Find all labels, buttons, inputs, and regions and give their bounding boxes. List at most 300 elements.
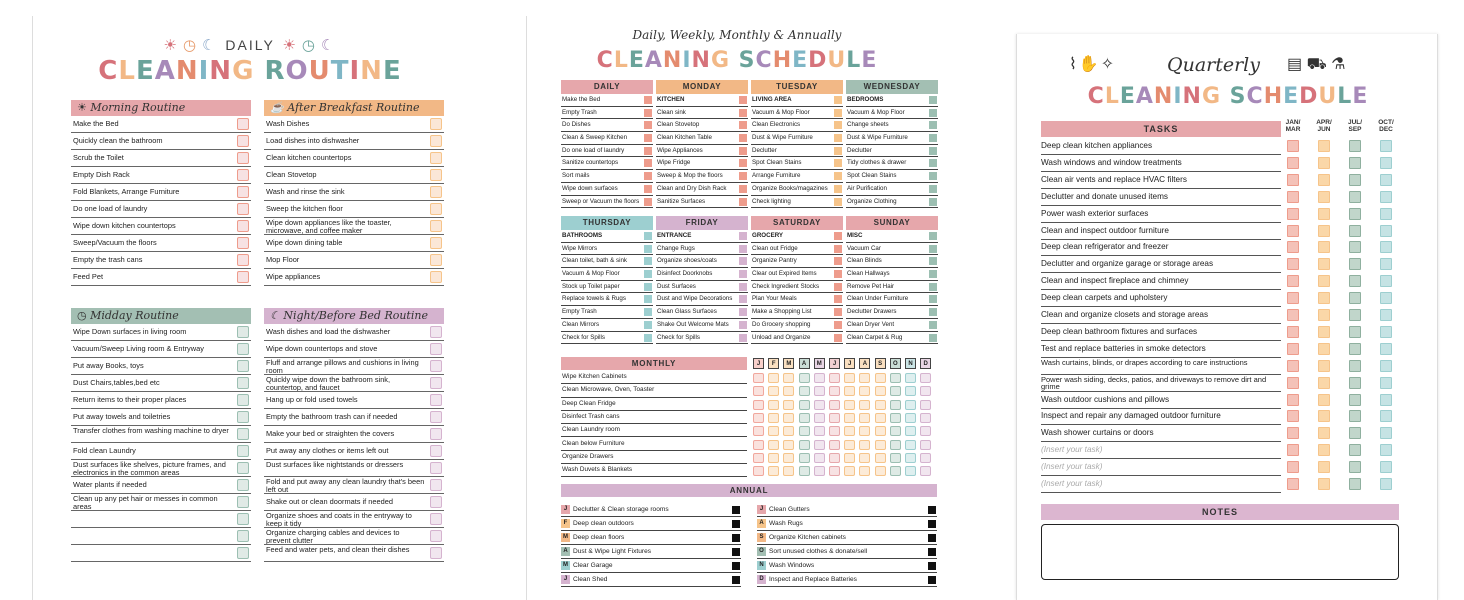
month-checkbox[interactable] <box>829 453 840 463</box>
month-checkbox[interactable] <box>783 426 794 436</box>
quarter-checkbox[interactable] <box>1349 191 1361 203</box>
checkbox[interactable] <box>929 334 937 342</box>
checkbox[interactable] <box>644 147 652 155</box>
month-checkbox[interactable] <box>829 386 840 396</box>
month-checkbox[interactable] <box>753 400 764 410</box>
month-checkbox[interactable] <box>799 440 810 450</box>
quarter-checkbox[interactable] <box>1318 140 1330 152</box>
quarter-checkbox[interactable] <box>1349 258 1361 270</box>
quarter-checkbox[interactable] <box>1318 427 1330 439</box>
month-checkbox[interactable] <box>890 440 901 450</box>
checkbox[interactable] <box>237 377 249 389</box>
quarter-checkbox[interactable] <box>1349 444 1361 456</box>
checkbox[interactable] <box>430 530 442 542</box>
checkbox[interactable] <box>929 257 937 265</box>
checkbox[interactable] <box>929 96 937 104</box>
month-checkbox[interactable] <box>799 426 810 436</box>
checkbox[interactable] <box>928 520 936 528</box>
quarter-checkbox[interactable] <box>1318 377 1330 389</box>
quarter-checkbox[interactable] <box>1287 275 1299 287</box>
month-checkbox[interactable] <box>859 426 870 436</box>
quarter-checkbox[interactable] <box>1349 174 1361 186</box>
month-checkbox[interactable] <box>829 373 840 383</box>
quarter-checkbox[interactable] <box>1287 157 1299 169</box>
quarter-checkbox[interactable] <box>1380 191 1392 203</box>
checkbox[interactable] <box>732 520 740 528</box>
quarter-checkbox[interactable] <box>1318 478 1330 490</box>
quarter-checkbox[interactable] <box>1287 258 1299 270</box>
checkbox[interactable] <box>929 308 937 316</box>
quarter-checkbox[interactable] <box>1318 241 1330 253</box>
quarter-checkbox[interactable] <box>1349 478 1361 490</box>
checkbox[interactable] <box>929 270 937 278</box>
checkbox[interactable] <box>928 534 936 542</box>
checkbox[interactable] <box>237 394 249 406</box>
month-checkbox[interactable] <box>875 413 886 423</box>
month-checkbox[interactable] <box>783 373 794 383</box>
checkbox[interactable] <box>237 479 249 491</box>
quarter-checkbox[interactable] <box>1349 225 1361 237</box>
checkbox[interactable] <box>644 321 652 329</box>
checkbox[interactable] <box>430 186 442 198</box>
month-checkbox[interactable] <box>814 413 825 423</box>
checkbox[interactable] <box>739 121 747 129</box>
checkbox[interactable] <box>834 121 842 129</box>
checkbox[interactable] <box>834 257 842 265</box>
month-checkbox[interactable] <box>783 386 794 396</box>
month-checkbox[interactable] <box>859 373 870 383</box>
checkbox[interactable] <box>834 96 842 104</box>
checkbox[interactable] <box>834 321 842 329</box>
checkbox[interactable] <box>739 308 747 316</box>
checkbox[interactable] <box>430 343 442 355</box>
month-checkbox[interactable] <box>920 400 931 410</box>
checkbox[interactable] <box>430 169 442 181</box>
checkbox[interactable] <box>739 270 747 278</box>
checkbox[interactable] <box>834 198 842 206</box>
month-checkbox[interactable] <box>875 386 886 396</box>
month-checkbox[interactable] <box>859 400 870 410</box>
month-checkbox[interactable] <box>859 413 870 423</box>
checkbox[interactable] <box>929 185 937 193</box>
month-checkbox[interactable] <box>783 466 794 476</box>
month-checkbox[interactable] <box>920 386 931 396</box>
checkbox[interactable] <box>430 152 442 164</box>
checkbox[interactable] <box>237 411 249 423</box>
checkbox[interactable] <box>739 109 747 117</box>
month-checkbox[interactable] <box>920 440 931 450</box>
checkbox[interactable] <box>834 245 842 253</box>
quarter-checkbox[interactable] <box>1318 444 1330 456</box>
checkbox[interactable] <box>834 147 842 155</box>
quarter-checkbox[interactable] <box>1287 225 1299 237</box>
quarter-checkbox[interactable] <box>1380 478 1392 490</box>
month-checkbox[interactable] <box>768 373 779 383</box>
quarter-checkbox[interactable] <box>1380 410 1392 422</box>
month-checkbox[interactable] <box>890 386 901 396</box>
checkbox[interactable] <box>644 257 652 265</box>
checkbox[interactable] <box>644 198 652 206</box>
month-checkbox[interactable] <box>814 400 825 410</box>
month-checkbox[interactable] <box>799 400 810 410</box>
month-checkbox[interactable] <box>905 453 916 463</box>
quarter-checkbox[interactable] <box>1287 377 1299 389</box>
quarter-checkbox[interactable] <box>1287 326 1299 338</box>
quarter-checkbox[interactable] <box>1287 394 1299 406</box>
checkbox[interactable] <box>237 326 249 338</box>
checkbox[interactable] <box>644 109 652 117</box>
month-checkbox[interactable] <box>905 373 916 383</box>
month-checkbox[interactable] <box>890 373 901 383</box>
quarter-checkbox[interactable] <box>1349 427 1361 439</box>
checkbox[interactable] <box>739 159 747 167</box>
month-checkbox[interactable] <box>829 466 840 476</box>
month-checkbox[interactable] <box>753 373 764 383</box>
checkbox[interactable] <box>834 159 842 167</box>
month-checkbox[interactable] <box>890 413 901 423</box>
month-checkbox[interactable] <box>799 453 810 463</box>
quarter-checkbox[interactable] <box>1349 326 1361 338</box>
checkbox[interactable] <box>644 308 652 316</box>
checkbox[interactable] <box>237 530 249 542</box>
checkbox[interactable] <box>430 220 442 232</box>
quarter-checkbox[interactable] <box>1287 241 1299 253</box>
month-checkbox[interactable] <box>753 426 764 436</box>
checkbox[interactable] <box>929 321 937 329</box>
month-checkbox[interactable] <box>920 373 931 383</box>
checkbox[interactable] <box>237 445 249 457</box>
checkbox[interactable] <box>739 257 747 265</box>
quarter-checkbox[interactable] <box>1318 157 1330 169</box>
month-checkbox[interactable] <box>859 466 870 476</box>
month-checkbox[interactable] <box>890 466 901 476</box>
checkbox[interactable] <box>834 308 842 316</box>
quarter-checkbox[interactable] <box>1380 157 1392 169</box>
month-checkbox[interactable] <box>890 426 901 436</box>
month-checkbox[interactable] <box>814 440 825 450</box>
month-checkbox[interactable] <box>859 453 870 463</box>
checkbox[interactable] <box>739 295 747 303</box>
quarter-checkbox[interactable] <box>1380 427 1392 439</box>
checkbox[interactable] <box>644 283 652 291</box>
checkbox[interactable] <box>834 334 842 342</box>
checkbox[interactable] <box>834 109 842 117</box>
checkbox[interactable] <box>739 147 747 155</box>
month-checkbox[interactable] <box>768 400 779 410</box>
month-checkbox[interactable] <box>753 413 764 423</box>
quarter-checkbox[interactable] <box>1380 343 1392 355</box>
month-checkbox[interactable] <box>875 373 886 383</box>
quarter-checkbox[interactable] <box>1318 309 1330 321</box>
checkbox[interactable] <box>237 237 249 249</box>
month-checkbox[interactable] <box>905 413 916 423</box>
checkbox[interactable] <box>929 283 937 291</box>
checkbox[interactable] <box>237 343 249 355</box>
checkbox[interactable] <box>430 254 442 266</box>
checkbox[interactable] <box>237 203 249 215</box>
quarter-checkbox[interactable] <box>1287 461 1299 473</box>
month-checkbox[interactable] <box>814 373 825 383</box>
quarter-checkbox[interactable] <box>1349 461 1361 473</box>
quarter-checkbox[interactable] <box>1318 174 1330 186</box>
month-checkbox[interactable] <box>905 466 916 476</box>
checkbox[interactable] <box>928 576 936 584</box>
checkbox[interactable] <box>430 462 442 474</box>
quarter-checkbox[interactable] <box>1318 225 1330 237</box>
month-checkbox[interactable] <box>783 453 794 463</box>
checkbox[interactable] <box>739 283 747 291</box>
checkbox[interactable] <box>430 394 442 406</box>
quarter-checkbox[interactable] <box>1349 394 1361 406</box>
month-checkbox[interactable] <box>753 440 764 450</box>
checkbox[interactable] <box>237 513 249 525</box>
checkbox[interactable] <box>430 428 442 440</box>
checkbox[interactable] <box>237 360 249 372</box>
month-checkbox[interactable] <box>844 453 855 463</box>
month-checkbox[interactable] <box>814 386 825 396</box>
month-checkbox[interactable] <box>905 400 916 410</box>
checkbox[interactable] <box>430 203 442 215</box>
quarter-checkbox[interactable] <box>1287 343 1299 355</box>
month-checkbox[interactable] <box>753 453 764 463</box>
month-checkbox[interactable] <box>844 400 855 410</box>
quarter-checkbox[interactable] <box>1287 478 1299 490</box>
checkbox[interactable] <box>739 334 747 342</box>
checkbox[interactable] <box>430 411 442 423</box>
checkbox[interactable] <box>237 135 249 147</box>
quarter-checkbox[interactable] <box>1287 292 1299 304</box>
quarter-checkbox[interactable] <box>1380 275 1392 287</box>
checkbox[interactable] <box>644 134 652 142</box>
month-checkbox[interactable] <box>768 386 779 396</box>
month-checkbox[interactable] <box>875 466 886 476</box>
checkbox[interactable] <box>739 198 747 206</box>
month-checkbox[interactable] <box>783 440 794 450</box>
checkbox[interactable] <box>928 506 936 514</box>
quarter-checkbox[interactable] <box>1287 309 1299 321</box>
month-checkbox[interactable] <box>875 453 886 463</box>
quarter-checkbox[interactable] <box>1380 241 1392 253</box>
checkbox[interactable] <box>237 428 249 440</box>
quarter-checkbox[interactable] <box>1349 377 1361 389</box>
quarter-checkbox[interactable] <box>1287 174 1299 186</box>
quarter-checkbox[interactable] <box>1380 444 1392 456</box>
checkbox[interactable] <box>834 283 842 291</box>
checkbox[interactable] <box>732 562 740 570</box>
checkbox[interactable] <box>929 232 937 240</box>
quarter-checkbox[interactable] <box>1349 309 1361 321</box>
month-checkbox[interactable] <box>768 440 779 450</box>
quarter-checkbox[interactable] <box>1349 360 1361 372</box>
checkbox[interactable] <box>739 185 747 193</box>
checkbox[interactable] <box>732 534 740 542</box>
quarter-checkbox[interactable] <box>1380 461 1392 473</box>
quarter-checkbox[interactable] <box>1318 275 1330 287</box>
quarter-checkbox[interactable] <box>1318 343 1330 355</box>
checkbox[interactable] <box>237 547 249 559</box>
quarter-checkbox[interactable] <box>1318 326 1330 338</box>
checkbox[interactable] <box>929 121 937 129</box>
checkbox[interactable] <box>644 172 652 180</box>
checkbox[interactable] <box>430 237 442 249</box>
month-checkbox[interactable] <box>920 426 931 436</box>
checkbox[interactable] <box>430 445 442 457</box>
checkbox[interactable] <box>928 548 936 556</box>
month-checkbox[interactable] <box>890 453 901 463</box>
checkbox[interactable] <box>237 118 249 130</box>
checkbox[interactable] <box>644 159 652 167</box>
quarter-checkbox[interactable] <box>1380 394 1392 406</box>
month-checkbox[interactable] <box>799 386 810 396</box>
quarter-checkbox[interactable] <box>1318 360 1330 372</box>
month-checkbox[interactable] <box>768 426 779 436</box>
checkbox[interactable] <box>237 496 249 508</box>
month-checkbox[interactable] <box>783 400 794 410</box>
month-checkbox[interactable] <box>814 426 825 436</box>
checkbox[interactable] <box>430 547 442 559</box>
month-checkbox[interactable] <box>844 466 855 476</box>
checkbox[interactable] <box>237 186 249 198</box>
month-checkbox[interactable] <box>905 386 916 396</box>
checkbox[interactable] <box>739 172 747 180</box>
checkbox[interactable] <box>834 270 842 278</box>
month-checkbox[interactable] <box>814 453 825 463</box>
notes-field[interactable] <box>1041 524 1399 580</box>
month-checkbox[interactable] <box>859 386 870 396</box>
checkbox[interactable] <box>732 576 740 584</box>
quarter-checkbox[interactable] <box>1380 360 1392 372</box>
quarter-checkbox[interactable] <box>1287 410 1299 422</box>
quarter-checkbox[interactable] <box>1380 258 1392 270</box>
quarter-checkbox[interactable] <box>1349 275 1361 287</box>
checkbox[interactable] <box>644 270 652 278</box>
month-checkbox[interactable] <box>844 386 855 396</box>
month-checkbox[interactable] <box>875 400 886 410</box>
month-checkbox[interactable] <box>829 400 840 410</box>
quarter-checkbox[interactable] <box>1287 140 1299 152</box>
checkbox[interactable] <box>928 562 936 570</box>
quarter-checkbox[interactable] <box>1349 157 1361 169</box>
month-checkbox[interactable] <box>799 373 810 383</box>
checkbox[interactable] <box>237 254 249 266</box>
quarter-checkbox[interactable] <box>1380 225 1392 237</box>
checkbox[interactable] <box>430 135 442 147</box>
checkbox[interactable] <box>237 271 249 283</box>
quarter-checkbox[interactable] <box>1287 360 1299 372</box>
checkbox[interactable] <box>644 245 652 253</box>
checkbox[interactable] <box>929 295 937 303</box>
quarter-checkbox[interactable] <box>1380 377 1392 389</box>
month-checkbox[interactable] <box>920 453 931 463</box>
quarter-checkbox[interactable] <box>1318 208 1330 220</box>
month-checkbox[interactable] <box>768 413 779 423</box>
month-checkbox[interactable] <box>814 466 825 476</box>
checkbox[interactable] <box>929 159 937 167</box>
checkbox[interactable] <box>644 334 652 342</box>
checkbox[interactable] <box>834 232 842 240</box>
checkbox[interactable] <box>644 185 652 193</box>
quarter-checkbox[interactable] <box>1318 292 1330 304</box>
month-checkbox[interactable] <box>920 466 931 476</box>
checkbox[interactable] <box>430 496 442 508</box>
quarter-checkbox[interactable] <box>1349 208 1361 220</box>
checkbox[interactable] <box>430 360 442 372</box>
checkbox[interactable] <box>430 377 442 389</box>
month-checkbox[interactable] <box>859 440 870 450</box>
month-checkbox[interactable] <box>753 466 764 476</box>
quarter-checkbox[interactable] <box>1380 309 1392 321</box>
checkbox[interactable] <box>237 462 249 474</box>
quarter-checkbox[interactable] <box>1380 174 1392 186</box>
month-checkbox[interactable] <box>920 413 931 423</box>
quarter-checkbox[interactable] <box>1287 427 1299 439</box>
quarter-checkbox[interactable] <box>1349 292 1361 304</box>
checkbox[interactable] <box>644 96 652 104</box>
checkbox[interactable] <box>929 147 937 155</box>
month-checkbox[interactable] <box>829 426 840 436</box>
checkbox[interactable] <box>732 548 740 556</box>
quarter-checkbox[interactable] <box>1380 208 1392 220</box>
quarter-checkbox[interactable] <box>1318 191 1330 203</box>
checkbox[interactable] <box>430 479 442 491</box>
month-checkbox[interactable] <box>783 413 794 423</box>
quarter-checkbox[interactable] <box>1349 140 1361 152</box>
quarter-checkbox[interactable] <box>1318 258 1330 270</box>
checkbox[interactable] <box>929 245 937 253</box>
checkbox[interactable] <box>237 152 249 164</box>
month-checkbox[interactable] <box>905 426 916 436</box>
checkbox[interactable] <box>430 326 442 338</box>
month-checkbox[interactable] <box>768 453 779 463</box>
month-checkbox[interactable] <box>844 426 855 436</box>
month-checkbox[interactable] <box>829 413 840 423</box>
month-checkbox[interactable] <box>905 440 916 450</box>
month-checkbox[interactable] <box>829 440 840 450</box>
checkbox[interactable] <box>834 134 842 142</box>
quarter-checkbox[interactable] <box>1380 326 1392 338</box>
checkbox[interactable] <box>929 109 937 117</box>
month-checkbox[interactable] <box>799 466 810 476</box>
quarter-checkbox[interactable] <box>1287 208 1299 220</box>
checkbox[interactable] <box>739 96 747 104</box>
checkbox[interactable] <box>732 506 740 514</box>
checkbox[interactable] <box>430 513 442 525</box>
checkbox[interactable] <box>237 169 249 181</box>
checkbox[interactable] <box>929 134 937 142</box>
month-checkbox[interactable] <box>799 413 810 423</box>
month-checkbox[interactable] <box>844 440 855 450</box>
quarter-checkbox[interactable] <box>1287 191 1299 203</box>
quarter-checkbox[interactable] <box>1349 410 1361 422</box>
month-checkbox[interactable] <box>753 386 764 396</box>
checkbox[interactable] <box>834 295 842 303</box>
checkbox[interactable] <box>644 121 652 129</box>
checkbox[interactable] <box>834 185 842 193</box>
month-checkbox[interactable] <box>844 373 855 383</box>
month-checkbox[interactable] <box>875 440 886 450</box>
month-checkbox[interactable] <box>890 400 901 410</box>
checkbox[interactable] <box>739 245 747 253</box>
month-checkbox[interactable] <box>844 413 855 423</box>
quarter-checkbox[interactable] <box>1318 394 1330 406</box>
month-checkbox[interactable] <box>768 466 779 476</box>
checkbox[interactable] <box>739 232 747 240</box>
month-checkbox[interactable] <box>875 426 886 436</box>
checkbox[interactable] <box>644 295 652 303</box>
checkbox[interactable] <box>644 232 652 240</box>
quarter-checkbox[interactable] <box>1318 461 1330 473</box>
checkbox[interactable] <box>739 321 747 329</box>
